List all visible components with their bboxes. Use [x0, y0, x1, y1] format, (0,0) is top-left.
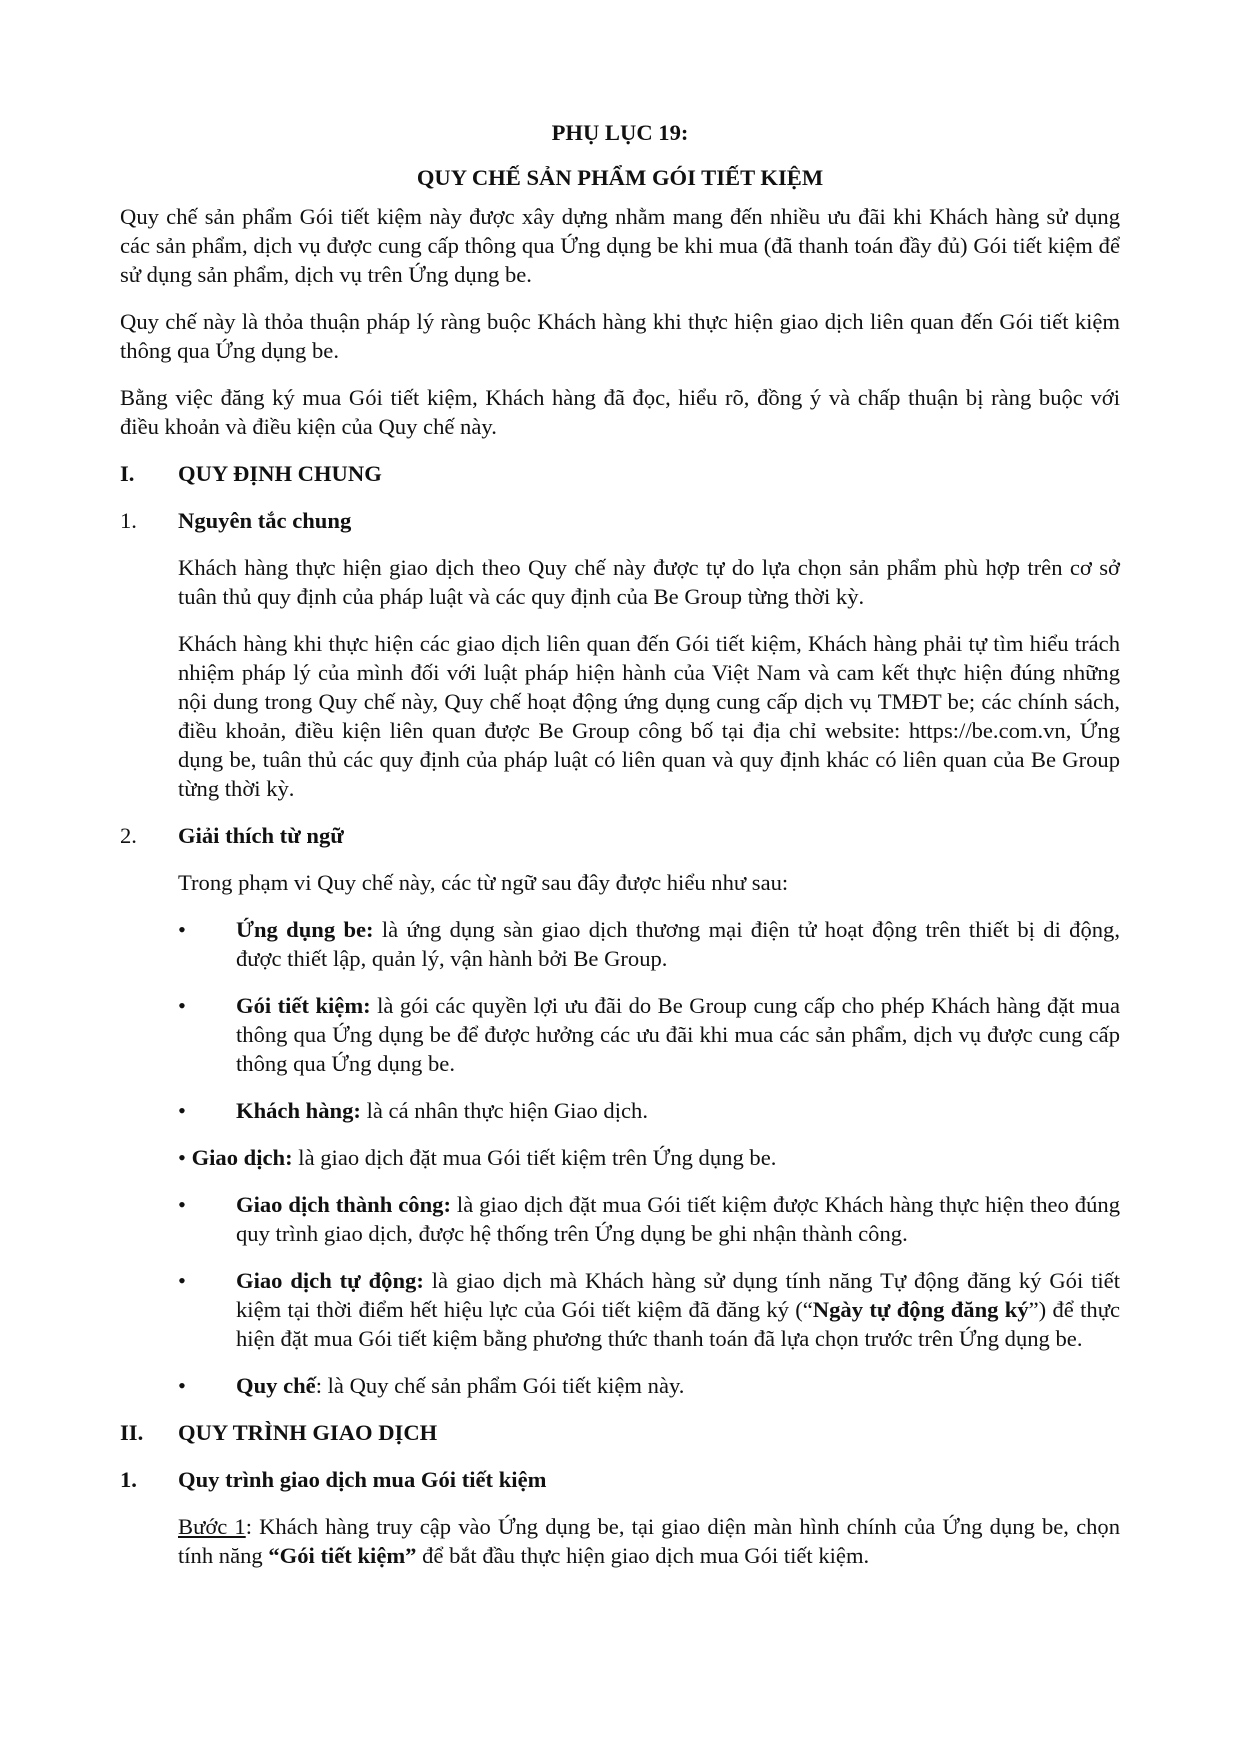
- section-heading-process: [120, 1418, 1120, 1447]
- intro-paragraph-3: Bằng việc đăng ký mua Gói tiết kiệm, Khách hàng đã đọc, hiểu rõ, đồng ý và chấp thuận bị ràng buộc với điều khoản và điều kiện của Quy chế này.: [120, 385, 1120, 439]
- term-label: Quy chế: [236, 1373, 316, 1398]
- term-label: Gói tiết kiệm:: [236, 993, 371, 1018]
- list-item: [120, 915, 1120, 973]
- appendix-title: PHỤ LỤC 19:: [551, 120, 689, 145]
- bullet-icon: •: [178, 1373, 186, 1398]
- subsection-title: Quy trình giao dịch mua Gói tiết kiệm: [178, 1467, 547, 1492]
- term-definition: là gói các quyền lợi ưu đãi do Be Group cung cấp cho phép Khách hàng đặt mua thông qua Ứng dụng be để được hưởng các ưu đãi khi mua các sản phẩm, dịch vụ được cung cấp thông qua Ứng dụng be.: [236, 993, 1120, 1076]
- subsection-title: Giải thích từ ngữ: [178, 823, 344, 848]
- list-item: [120, 991, 1120, 1078]
- intro-paragraph-1: Quy chế sản phẩm Gói tiết kiệm này được xây dựng nhằm mang đến nhiều ưu đãi khi Khách hàng sử dụng các sản phẩm, dịch vụ được cung cấp thông qua Ứng dụng be khi mua (đã thanh toán đầy đủ) Gói tiết kiệm để sử dụng sản phẩm, dịch vụ trên Ứng dụng be.: [120, 204, 1120, 287]
- subsection-number: 2.: [120, 823, 137, 848]
- subsection-heading-purchase-process: [120, 1465, 1120, 1494]
- regulation-title: QUY CHẾ SẢN PHẨM GÓI TIẾT KIỆM: [416, 165, 824, 190]
- intro-paragraph-2: Quy chế này là thỏa thuận pháp lý ràng buộc Khách hàng khi thực hiện giao dịch liên quan đến Gói tiết kiệm thông qua Ứng dụng be.: [120, 309, 1120, 363]
- feature-name: “Gói tiết kiệm”: [268, 1543, 417, 1568]
- list-item: [120, 1371, 1120, 1400]
- list-item: [120, 1096, 1120, 1125]
- step-1-paragraph: [178, 1512, 1120, 1570]
- section-number: I.: [120, 461, 135, 486]
- subsection-number: 1.: [120, 1467, 137, 1492]
- step-label: Bước 1: [178, 1514, 246, 1539]
- list-item: [120, 1266, 1120, 1353]
- bullet-icon: •: [178, 1268, 186, 1293]
- term-emphasis: Ngày tự động đăng ký: [812, 1297, 1029, 1322]
- subsection-heading-definitions: [120, 821, 1120, 850]
- section-number: II.: [120, 1420, 144, 1445]
- term-definition: là giao dịch đặt mua Gói tiết kiệm được Khách hàng thực hiện theo đúng quy trình giao dịch, được hệ thống trên Ứng dụng be ghi nhận thành công.: [236, 1192, 1120, 1246]
- term-definition: : là Quy chế sản phẩm Gói tiết kiệm này.: [315, 1373, 685, 1398]
- subsection-heading-principles: [120, 506, 1120, 535]
- term-definition: là giao dịch đặt mua Gói tiết kiệm trên Ứng dụng be.: [292, 1145, 777, 1170]
- section-heading-general: [120, 459, 1120, 488]
- term-definition: là cá nhân thực hiện Giao dịch.: [360, 1098, 648, 1123]
- definitions-lead: Trong phạm vi Quy chế này, các từ ngữ sau đây được hiểu như sau:: [178, 870, 789, 895]
- bullet-icon: •: [178, 1192, 186, 1217]
- term-label: Khách hàng:: [236, 1098, 361, 1123]
- term-definition: là giao dịch mà Khách hàng sử dụng tính năng Tự động đăng ký Gói tiết kiệm tại thời điểm hết hiệu lực của Gói tiết kiệm đã đăng ký (“: [236, 1268, 1120, 1322]
- term-definition: là ứng dụng sàn giao dịch thương mại điện tử hoạt động trên thiết bị di động, được thiết lập, quản lý, vận hành bởi Be Group.: [236, 917, 1120, 971]
- document-body: [120, 118, 1120, 1588]
- step-text: : Khách hàng truy cập vào Ứng dụng be, tại giao diện màn hình chính của Ứng dụng be, chọn tính năng: [178, 1514, 1120, 1568]
- bullet-icon: •: [178, 993, 186, 1018]
- list-item: [120, 1190, 1120, 1248]
- inline-term-transaction: [178, 1143, 1120, 1172]
- subsection-title: Nguyên tắc chung: [178, 508, 352, 533]
- term-definition-rest: ”) để thực hiện đặt mua Gói tiết kiệm bằng phương thức thanh toán đã lựa chọn trước trên Ứng dụng be.: [236, 1297, 1120, 1351]
- principles-paragraph-1: Khách hàng thực hiện giao dịch theo Quy chế này được tự do lựa chọn sản phẩm phù hợp trên cơ sở tuân thủ quy định của pháp luật và các quy định của Be Group từng thời kỳ.: [178, 555, 1120, 609]
- term-label: Ứng dụng be:: [236, 917, 374, 942]
- definitions-list-continued: [120, 1190, 1120, 1400]
- definitions-list: [120, 915, 1120, 1125]
- step-text-rest: để bắt đầu thực hiện giao dịch mua Gói tiết kiệm.: [416, 1543, 870, 1568]
- term-label: Giao dịch:: [191, 1145, 293, 1170]
- bullet-icon: •: [178, 1098, 186, 1123]
- bullet-icon: •: [178, 917, 186, 942]
- section-title: QUY TRÌNH GIAO DỊCH: [178, 1420, 438, 1445]
- bullet-icon: •: [178, 1145, 186, 1170]
- section-title: QUY ĐỊNH CHUNG: [178, 461, 382, 486]
- term-label: Giao dịch tự động:: [236, 1268, 424, 1293]
- term-label: Giao dịch thành công:: [236, 1192, 451, 1217]
- subsection-number: 1.: [120, 508, 137, 533]
- principles-paragraph-2: Khách hàng khi thực hiện các giao dịch liên quan đến Gói tiết kiệm, Khách hàng phải tự tìm hiểu trách nhiệm pháp lý của mình đối với luật pháp hiện hành của Việt Nam và cam kết thực hiện đúng những nội dung trong Quy chế này, Quy chế hoạt động ứng dụng cung cấp dịch vụ TMĐT be; các chính sách, điều khoản, điều kiện liên quan được Be Group công bố tại địa chỉ website: https://be.com.vn, Ứng dụng be, tuân thủ các quy định của pháp luật có liên quan và quy định khác có liên quan của Be Group từng thời kỳ.: [178, 631, 1120, 801]
